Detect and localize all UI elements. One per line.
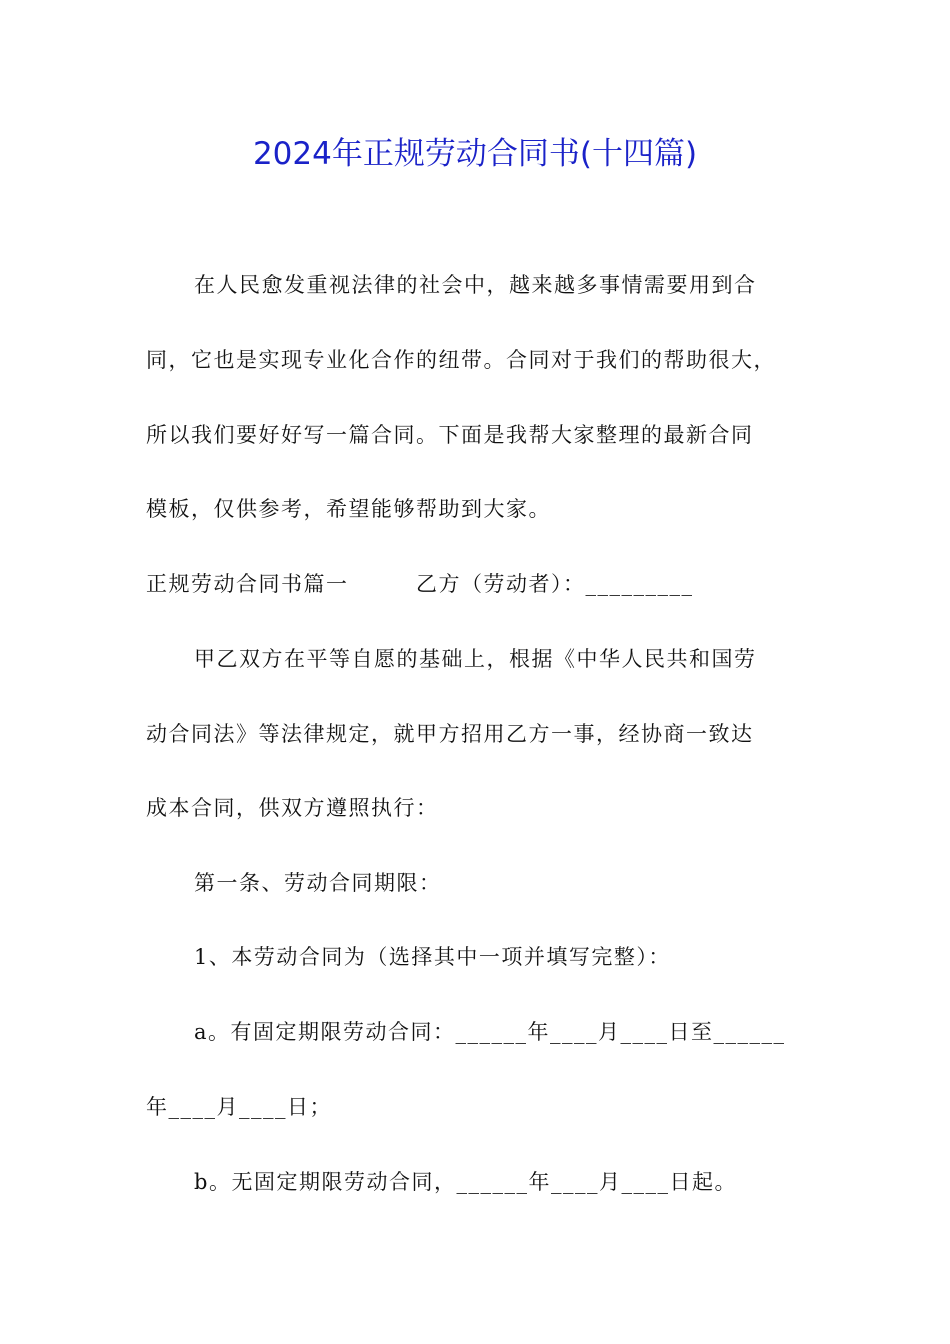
article-heading: 第一条、劳动合同期限：	[194, 871, 442, 895]
paragraph-line: 所以我们要好好写一篇合同。下面是我帮大家整理的最新合同	[146, 423, 754, 447]
paragraph-line: 同，它也是实现专业化合作的纽带。合同对于我们的帮助很大，	[146, 348, 776, 372]
clause-line: a。有固定期限劳动合同：______年____月____日至______	[194, 1020, 786, 1044]
clause-line: 年____月____日；	[146, 1095, 332, 1119]
paragraph-line: 在人民愈发重视法律的社会中，越来越多事情需要用到合	[194, 273, 757, 297]
paragraph-line: 模板，仅供参考，希望能够帮助到大家。	[146, 497, 551, 521]
paragraph-line: 动合同法》等法律规定，就甲方招用乙方一事，经协商一致达	[146, 722, 754, 746]
paragraph-line: 成本合同，供双方遵照执行：	[146, 796, 439, 820]
document-title: 2024年正规劳动合同书(十四篇)	[252, 136, 698, 172]
section-heading-line: 正规劳动合同书篇一 乙方（劳动者）：_________	[146, 572, 694, 596]
clause-line: 1、本劳动合同为（选择其中一项并填写完整）：	[194, 945, 671, 969]
clause-line: b。无固定期限劳动合同，______年____月____日起。	[194, 1170, 737, 1194]
paragraph-line: 甲乙双方在平等自愿的基础上，根据《中华人民共和国劳	[194, 647, 757, 671]
